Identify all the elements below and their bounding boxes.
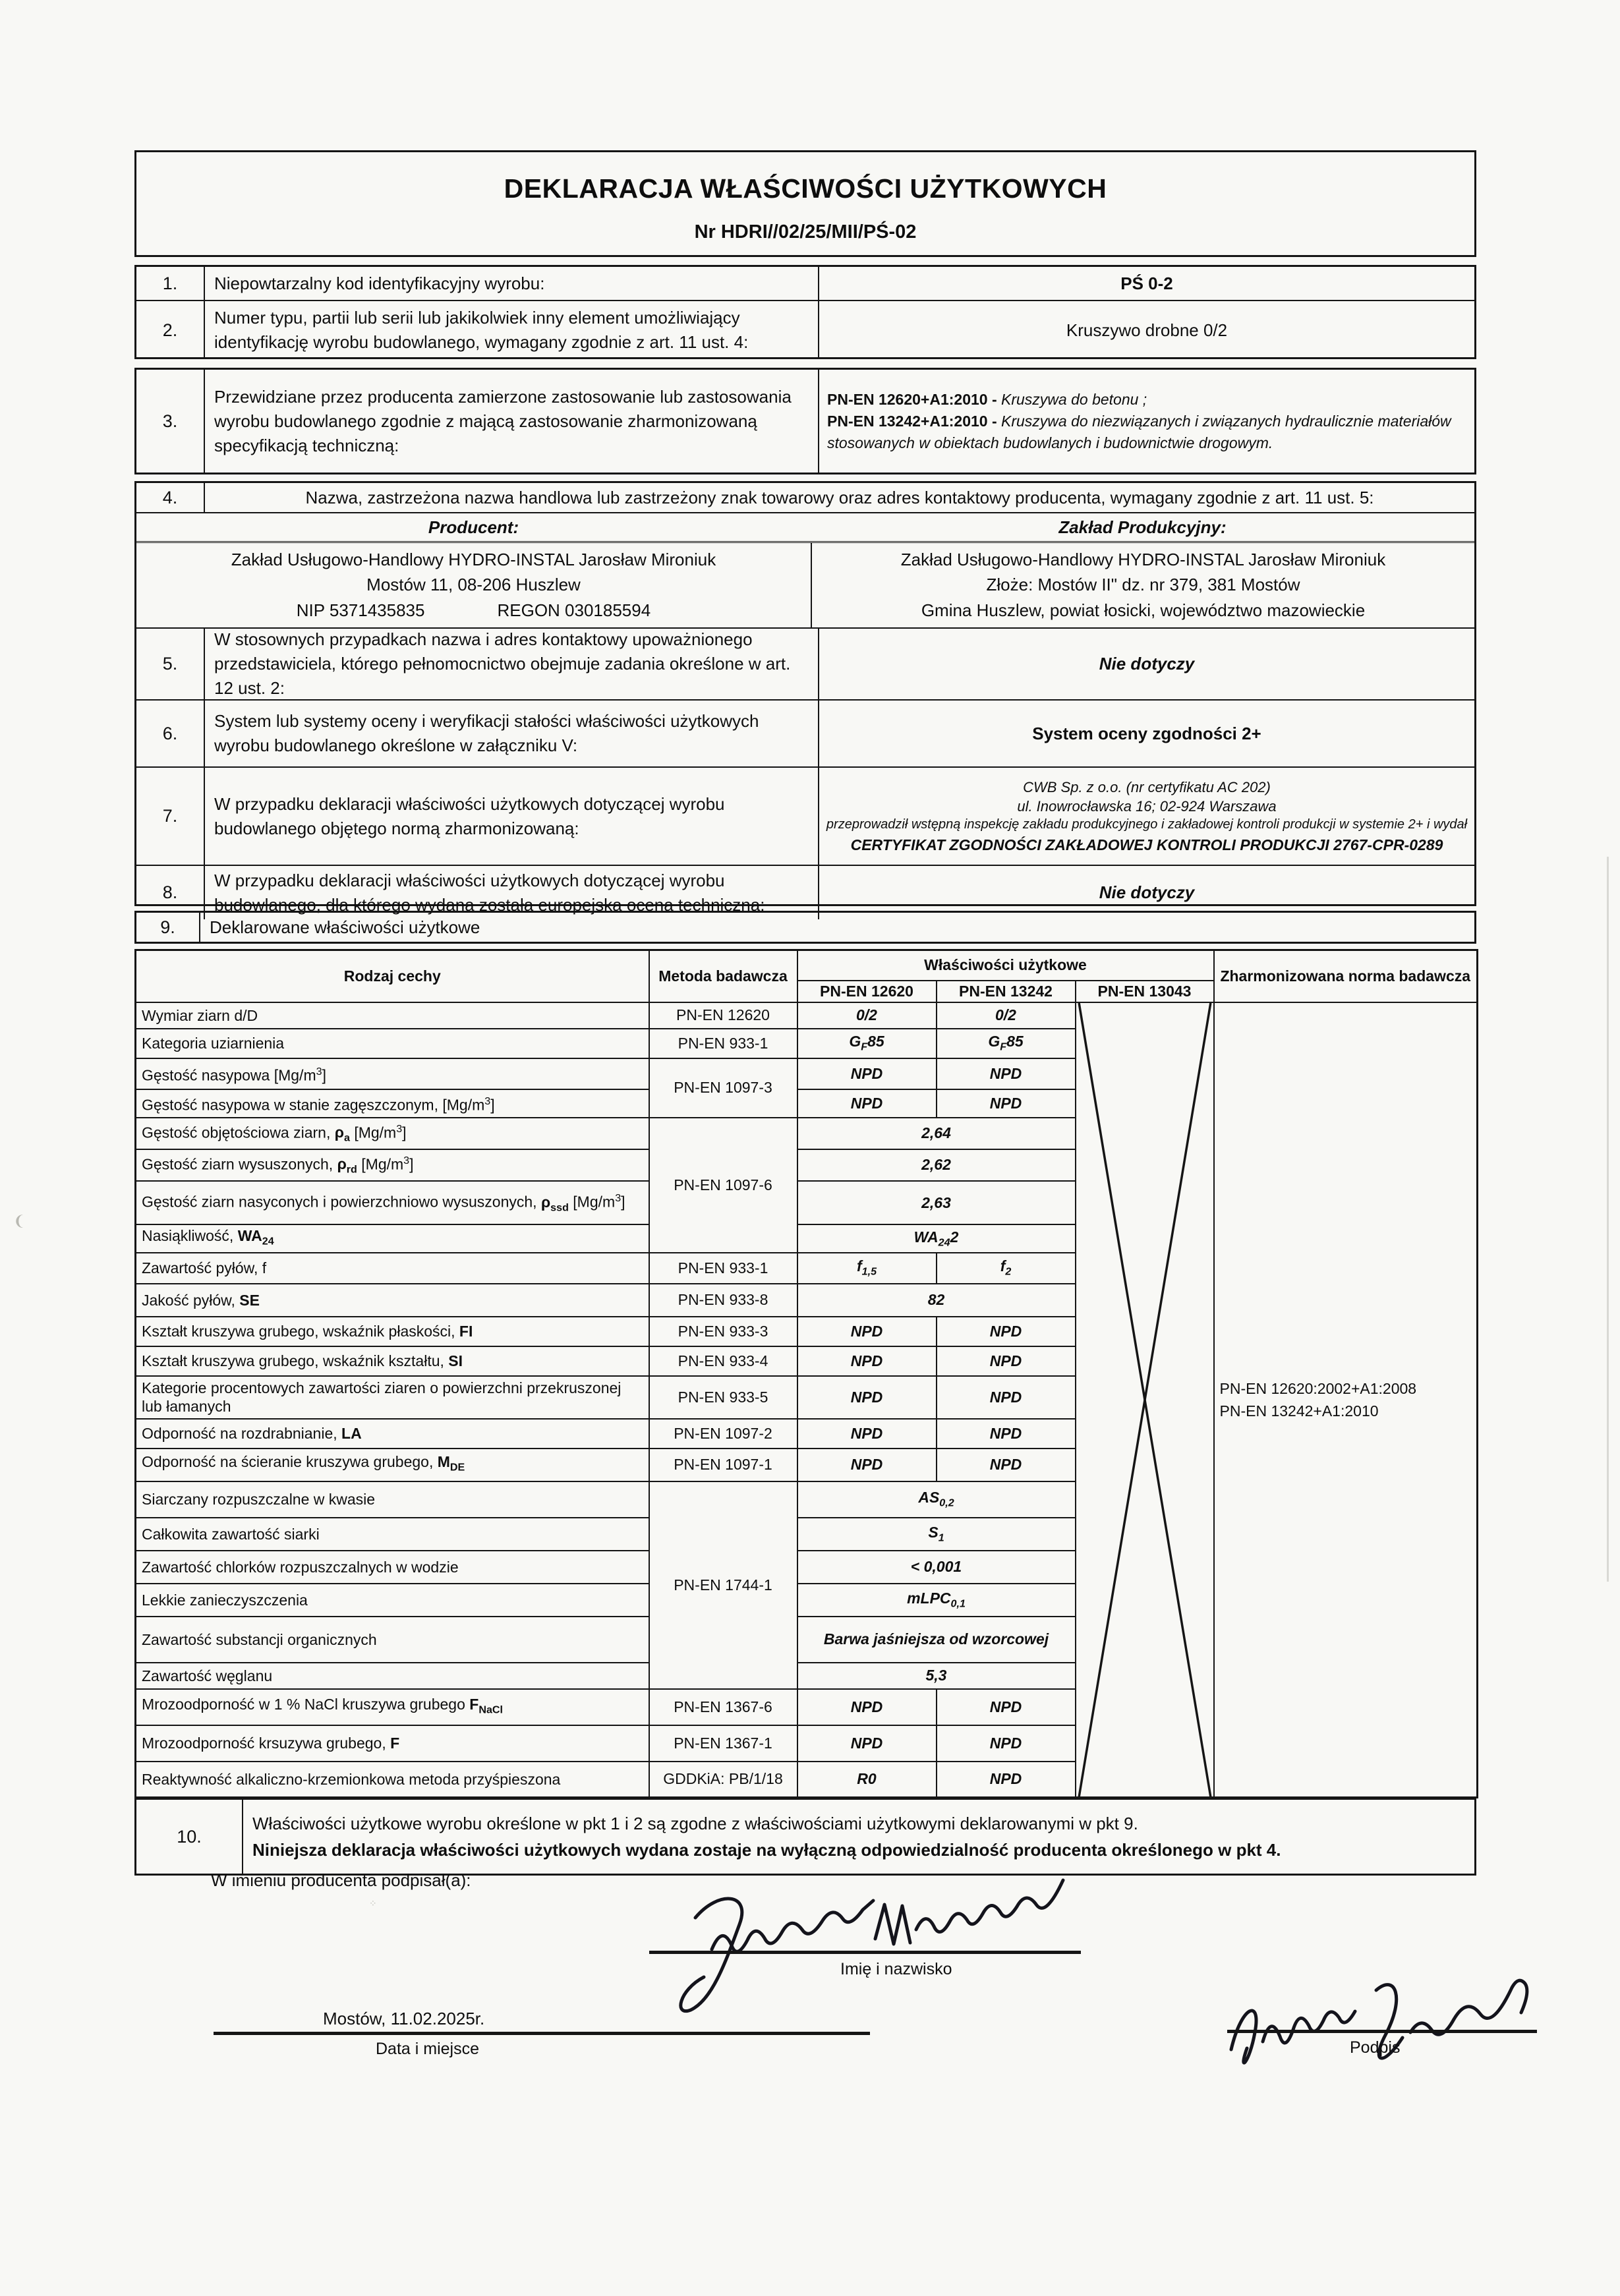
producer-details [136,543,812,627]
producer-details-row [136,543,1474,629]
method-cell: PN-EN 1367-1 [649,1725,797,1762]
feature-cell: Gęstość ziarn wysuszonych, $\rho_{rd}$ $[Mg/m^3]$ [136,1149,649,1181]
method-cell: PN-EN 1097-6 [649,1118,797,1253]
producer-name: Zakład Usługowo-Handlowy HYDRO-INSTAL Jarosław Mironiuk [231,549,716,569]
conformity-statement-1: Właściwości użytkowe wyrobu określone w pkt 1 i 2 są zgodne z właściwościami użytkowymi deklarowanymi w pkt 9. [252,1814,1138,1833]
norm-desc-12620: Kruszywa do betonu ; [1001,390,1147,408]
item-2-number: 2. [136,301,205,359]
feature-cell: Zawartość substancji organicznych [136,1617,649,1663]
plant-details [812,543,1474,627]
performance-table-container [134,949,1478,1791]
value-cell-merged: mLPC$_{0,1}$ [797,1584,1076,1617]
value-cell-13242: $f_2$ [937,1253,1076,1284]
feature-cell: Kategorie procentowych zawartości ziaren o powierzchni przekruszonej lub łamanych [136,1376,649,1419]
feature-cell: Gęstość nasypowa w stanie zagęszczonym, $[Mg/m^3]$ [136,1089,649,1118]
feature-cell: Zawartość chlorków rozpuszczalnych w wodzie [136,1551,649,1584]
value-cell-merged: $S_1$ [797,1518,1076,1551]
item-3-box [134,368,1476,474]
value-cell-12620: NPD [797,1725,937,1762]
item-3-number: 3. [136,370,205,473]
feature-cell: Jakość pyłów, SE [136,1284,649,1317]
title-box [134,150,1476,257]
items-4-8-box [134,481,1476,915]
table-row [136,1002,1478,1029]
header-pn-en-13242: PN-EN 13242 [937,981,1076,1002]
header-pn-en-12620: PN-EN 12620 [797,981,937,1002]
value-cell-12620: $f_{1,5}$ [797,1253,937,1284]
value-cell-12620: NPD [797,1058,937,1089]
signature-podpis-handwriting [1213,1964,1555,2089]
feature-cell: Gęstość ziarn nasyconych i powierzchniowo wysuszonych, $\rho_{ssd}$ $[Mg/m^3]$ [136,1181,649,1224]
feature-cell: Kategoria uziarnienia [136,1029,649,1058]
scan-edge-artifact [1607,857,1609,1582]
norm-ref-12620: PN-EN 12620+A1:2010 - [827,390,1002,408]
method-cell: PN-EN 933-3 [649,1317,797,1346]
value-cell-12620: NPD [797,1346,937,1376]
value-cell-13242: NPD [937,1376,1076,1419]
header-method: Metoda badawcza [649,950,797,1002]
item-4-number: 4. [136,483,205,512]
item-1-label: Niepowtarzalny kod identyfikacyjny wyrobu: [205,267,819,300]
value-cell-merged: 82 [797,1284,1076,1317]
item-7-value [819,768,1474,865]
harmonized-norm-cell [1214,1002,1478,1798]
document-title: DEKLARACJA WŁAŚCIWOŚCI UŻYTKOWYCH [504,173,1107,204]
method-cell: PN-EN 933-1 [649,1029,797,1058]
value-cell-merged: $AS_{0,2}$ [797,1481,1076,1518]
harmonized-norm-ref: PN-EN 12620:2002+A1:2008 [1219,1379,1417,1397]
method-cell: PN-EN 933-1 [649,1253,797,1284]
method-cell: PN-EN 1097-2 [649,1419,797,1449]
item-1-value: PŚ 0-2 [1120,273,1173,293]
header-pn-en-13043: PN-EN 13043 [1076,981,1214,1002]
value-cell-13242: NPD [937,1689,1076,1725]
value-cell-12620: 0/2 [797,1002,937,1029]
item-row-5 [136,629,1474,701]
header-feature: Rodzaj cechy [136,950,649,1002]
item-8-value: Nie dotyczy [1099,882,1195,902]
value-cell-merged: Barwa jaśniejsza od wzorcowej [797,1617,1076,1663]
item-row-7 [136,768,1474,866]
certifier-address: ul. Inowrocławska 16; 02-924 Warszawa [1017,798,1277,815]
producer-ids [136,600,811,621]
item-3-label: Przewidziane przez producenta zamierzone zastosowanie lub zastosowania wyrobu budowlanego zgodnie z mającą zastosowanie zharmonizowaną specyfikacją techniczną: [205,370,819,473]
feature-cell: Zawartość węglanu [136,1663,649,1689]
producer-nip: NIP 5371435835 [296,600,425,621]
value-cell-merged: 5,3 [797,1663,1076,1689]
item-row-1 [136,267,1474,301]
not-applicable-crossed-cell [1076,1002,1214,1798]
producer-headers-row [136,513,1474,543]
feature-cell: Mrozoodporność w 1 % NaCl kruszywa grubego $F_{NaCl}$ [136,1689,649,1725]
value-cell-13242: NPD [937,1725,1076,1762]
header-harmonized-norm: Zharmonizowana norma badawcza [1214,950,1478,1002]
item-9-label: Deklarowane właściwości użytkowe [210,917,480,937]
feature-cell: Lekkie zanieczyszczenia [136,1584,649,1617]
value-cell-13242: NPD [937,1346,1076,1376]
document-number: Nr HDRI//02/25/MII/PŚ-02 [694,221,917,243]
item-6-number: 6. [136,701,205,766]
value-cell-13242: NPD [937,1762,1076,1798]
value-cell-merged: 2,64 [797,1118,1076,1149]
producer-regon: REGON 030185594 [497,600,651,621]
method-cell: PN-EN 1744-1 [649,1481,797,1689]
plant-deposit: Złoże: Mostów II" dz. nr 379, 381 Mostów [986,575,1300,595]
date-place-line [214,2032,870,2035]
producer-header: Producent: [428,517,519,537]
method-cell: PN-EN 12620 [649,1002,797,1029]
feature-cell: Kształt kruszywa grubego, wskaźnik kształtu, SI [136,1346,649,1376]
feature-cell: Nasiąkliwość, $WA_{24}$ [136,1224,649,1253]
item-row-6 [136,701,1474,768]
method-cell: PN-EN 1367-6 [649,1689,797,1725]
plant-location: Gmina Huszlew, powiat łosicki, województwo mazowieckie [921,600,1366,621]
signed-by-label: W imieniu producenta podpisał(a): [211,1870,471,1890]
header-performance: Właściwości użytkowe [797,950,1214,981]
intended-use-line-1 [827,389,1468,411]
item-4-label: Nazwa, zastrzeżona nazwa handlowa lub zastrzeżony znak towarowy oraz adres kontaktowy producenta, wymagany zgodnie z art. 11 ust. 5: [305,487,1374,507]
value-cell-12620: NPD [797,1376,937,1419]
item-9-box [134,911,1476,944]
items-1-2-box [134,265,1476,359]
value-cell-merged: 2,62 [797,1149,1076,1181]
harmonized-norm-ref: PN-EN 13242+A1:2010 [1219,1402,1379,1420]
value-cell-12620: NPD [797,1689,937,1725]
performance-table-head [136,950,1478,1002]
item-row-4 [136,483,1474,513]
value-cell-merged: $WA_{24}2$ [797,1224,1076,1253]
value-cell-13242: NPD [937,1449,1076,1481]
item-row-3 [136,370,1474,473]
item-2-label: Numer typu, partii lub serii lub jakikolwiek inny element umożliwiający identyfikację wyrobu budowlanego, wymagany zgodnie z art. 11 ust. 4: [205,301,819,359]
feature-cell: Reaktywność alkaliczno-krzemionkowa metoda przyśpieszona [136,1762,649,1798]
feature-cell: Zawartość pyłów, f [136,1253,649,1284]
item-row-9 [136,913,1474,942]
item-2-value: Kruszywo drobne 0/2 [1066,320,1228,340]
item-5-number: 5. [136,629,205,699]
method-cell: PN-EN 933-5 [649,1376,797,1419]
feature-cell: Siarczany rozpuszczalne w kwasie [136,1481,649,1518]
scan-artifact: ❨ [13,1213,26,1229]
scan-artifact: ⁘ [369,1898,377,1909]
signature-name-handwriting [633,1878,1094,2017]
item-5-label: W stosownych przypadkach nazwa i adres kontaktowy upoważnionego przedstawiciela, którego pełnomocnictwo obejmuje zadania określone w art. 12 ust. 2: [205,629,819,699]
item-8-label: W przypadku deklaracji właściwości użytkowych dotyczącej wyrobu budowlanego, dla którego wydana została europejska ocena techniczna: [205,866,819,919]
item-9-number: 9. [136,913,200,942]
performance-table [134,949,1478,1798]
item-row-10 [136,1800,1474,1874]
norm-desc-13242: Kruszywa do niezwiązanych i związanych hydraulicznie materiałów stosowanych w obiektach budowlanych i budownictwie drogowym. [827,412,1451,451]
performance-table-body [136,1002,1478,1798]
date-place-value: Mostów, 11.02.2025r. [323,2009,485,2028]
feature-cell: Odporność na ścieranie kruszywa grubego, $M_{DE}$ [136,1449,649,1481]
value-cell-merged: < 0,001 [797,1551,1076,1584]
item-row-2 [136,301,1474,359]
certifier-statement: przeprowadził wstępną inspekcję zakładu produkcyjnego i zakładowej kontroli produkcji w systemie 2+ i wydał [826,817,1468,832]
value-cell-12620: $G_F85$ [797,1029,937,1058]
feature-cell: Gęstość objętościowa ziarn, $\rho_a$ $[Mg/m^3]$ [136,1118,649,1149]
table-header-row-1 [136,950,1478,981]
value-cell-13242: NPD [937,1419,1076,1449]
signature-label: Podpis [1350,2038,1401,2057]
feature-cell: Kształt kruszywa grubego, wskaźnik płaskości, FI [136,1317,649,1346]
feature-cell: Mrozoodporność krsuzywa grubego, F [136,1725,649,1762]
value-cell-13242: $G_F85$ [937,1029,1076,1058]
item-10-box [134,1798,1476,1876]
value-cell-12620: NPD [797,1089,937,1118]
value-cell-13242: NPD [937,1089,1076,1118]
method-cell: PN-EN 1097-3 [649,1058,797,1118]
name-surname-label: Imię i nazwisko [840,1960,952,1978]
certificate-number: CERTYFIKAT ZGODNOŚCI ZAKŁADOWEJ KONTROLI PRODUKCJI 2767-CPR-0289 [850,836,1443,853]
production-plant-header: Zakład Produkcyjny: [1058,517,1227,537]
signature-podpis-line [1227,2030,1537,2033]
cross-out-x-icon [1076,1003,1213,1797]
item-1-number: 1. [136,267,205,300]
method-cell: PN-EN 933-4 [649,1346,797,1376]
method-cell: PN-EN 933-8 [649,1284,797,1317]
item-6-value: System oceny zgodności 2+ [1032,723,1261,743]
value-cell-merged: 2,63 [797,1181,1076,1224]
plant-name: Zakład Usługowo-Handlowy HYDRO-INSTAL Jarosław Mironiuk [900,549,1386,569]
method-cell: PN-EN 1097-1 [649,1449,797,1481]
item-5-value: Nie dotyczy [1099,654,1195,674]
item-8-number: 8. [136,866,205,919]
feature-cell: Całkowita zawartość siarki [136,1518,649,1551]
value-cell-12620: NPD [797,1419,937,1449]
signature-name-line [649,1951,1081,1954]
item-6-label: System lub systemy oceny i weryfikacji stałości właściwości użytkowych wyrobu budowlanego określone w załączniku V: [205,701,819,766]
value-cell-13242: NPD [937,1058,1076,1089]
value-cell-13242: 0/2 [937,1002,1076,1029]
value-cell-12620: R0 [797,1762,937,1798]
feature-cell: Odporność na rozdrabnianie, LA [136,1419,649,1449]
method-cell: GDDKiA: PB/1/18 [649,1762,797,1798]
value-cell-12620: NPD [797,1317,937,1346]
norm-ref-13242: PN-EN 13242+A1:2010 - [827,412,1002,430]
item-10-text [243,1800,1474,1874]
item-7-label: W przypadku deklaracji właściwości użytkowych dotyczącej wyrobu budowlanego objętego normą zharmonizowaną: [205,768,819,865]
item-7-number: 7. [136,768,205,865]
item-10-number: 10. [136,1800,243,1874]
certifier-name: CWB Sp. z o.o. (nr certyfikatu AC 202) [1023,779,1271,795]
conformity-statement-2: Niniejsza deklaracja właściwości użytkowych wydana zostaje na wyłączną odpowiedzialność producenta określonego w pkt 4. [252,1840,1281,1860]
producer-address: Mostów 11, 08-206 Huszlew [366,575,581,595]
item-3-value [819,370,1474,473]
feature-cell: Gęstość nasypowa $[Mg/m^3]$ [136,1058,649,1089]
date-place-label: Data i miejsce [376,2040,479,2058]
intended-use-line-2 [827,411,1468,454]
value-cell-13242: NPD [937,1317,1076,1346]
feature-cell: Wymiar ziarn d/D [136,1002,649,1029]
value-cell-12620: NPD [797,1449,937,1481]
